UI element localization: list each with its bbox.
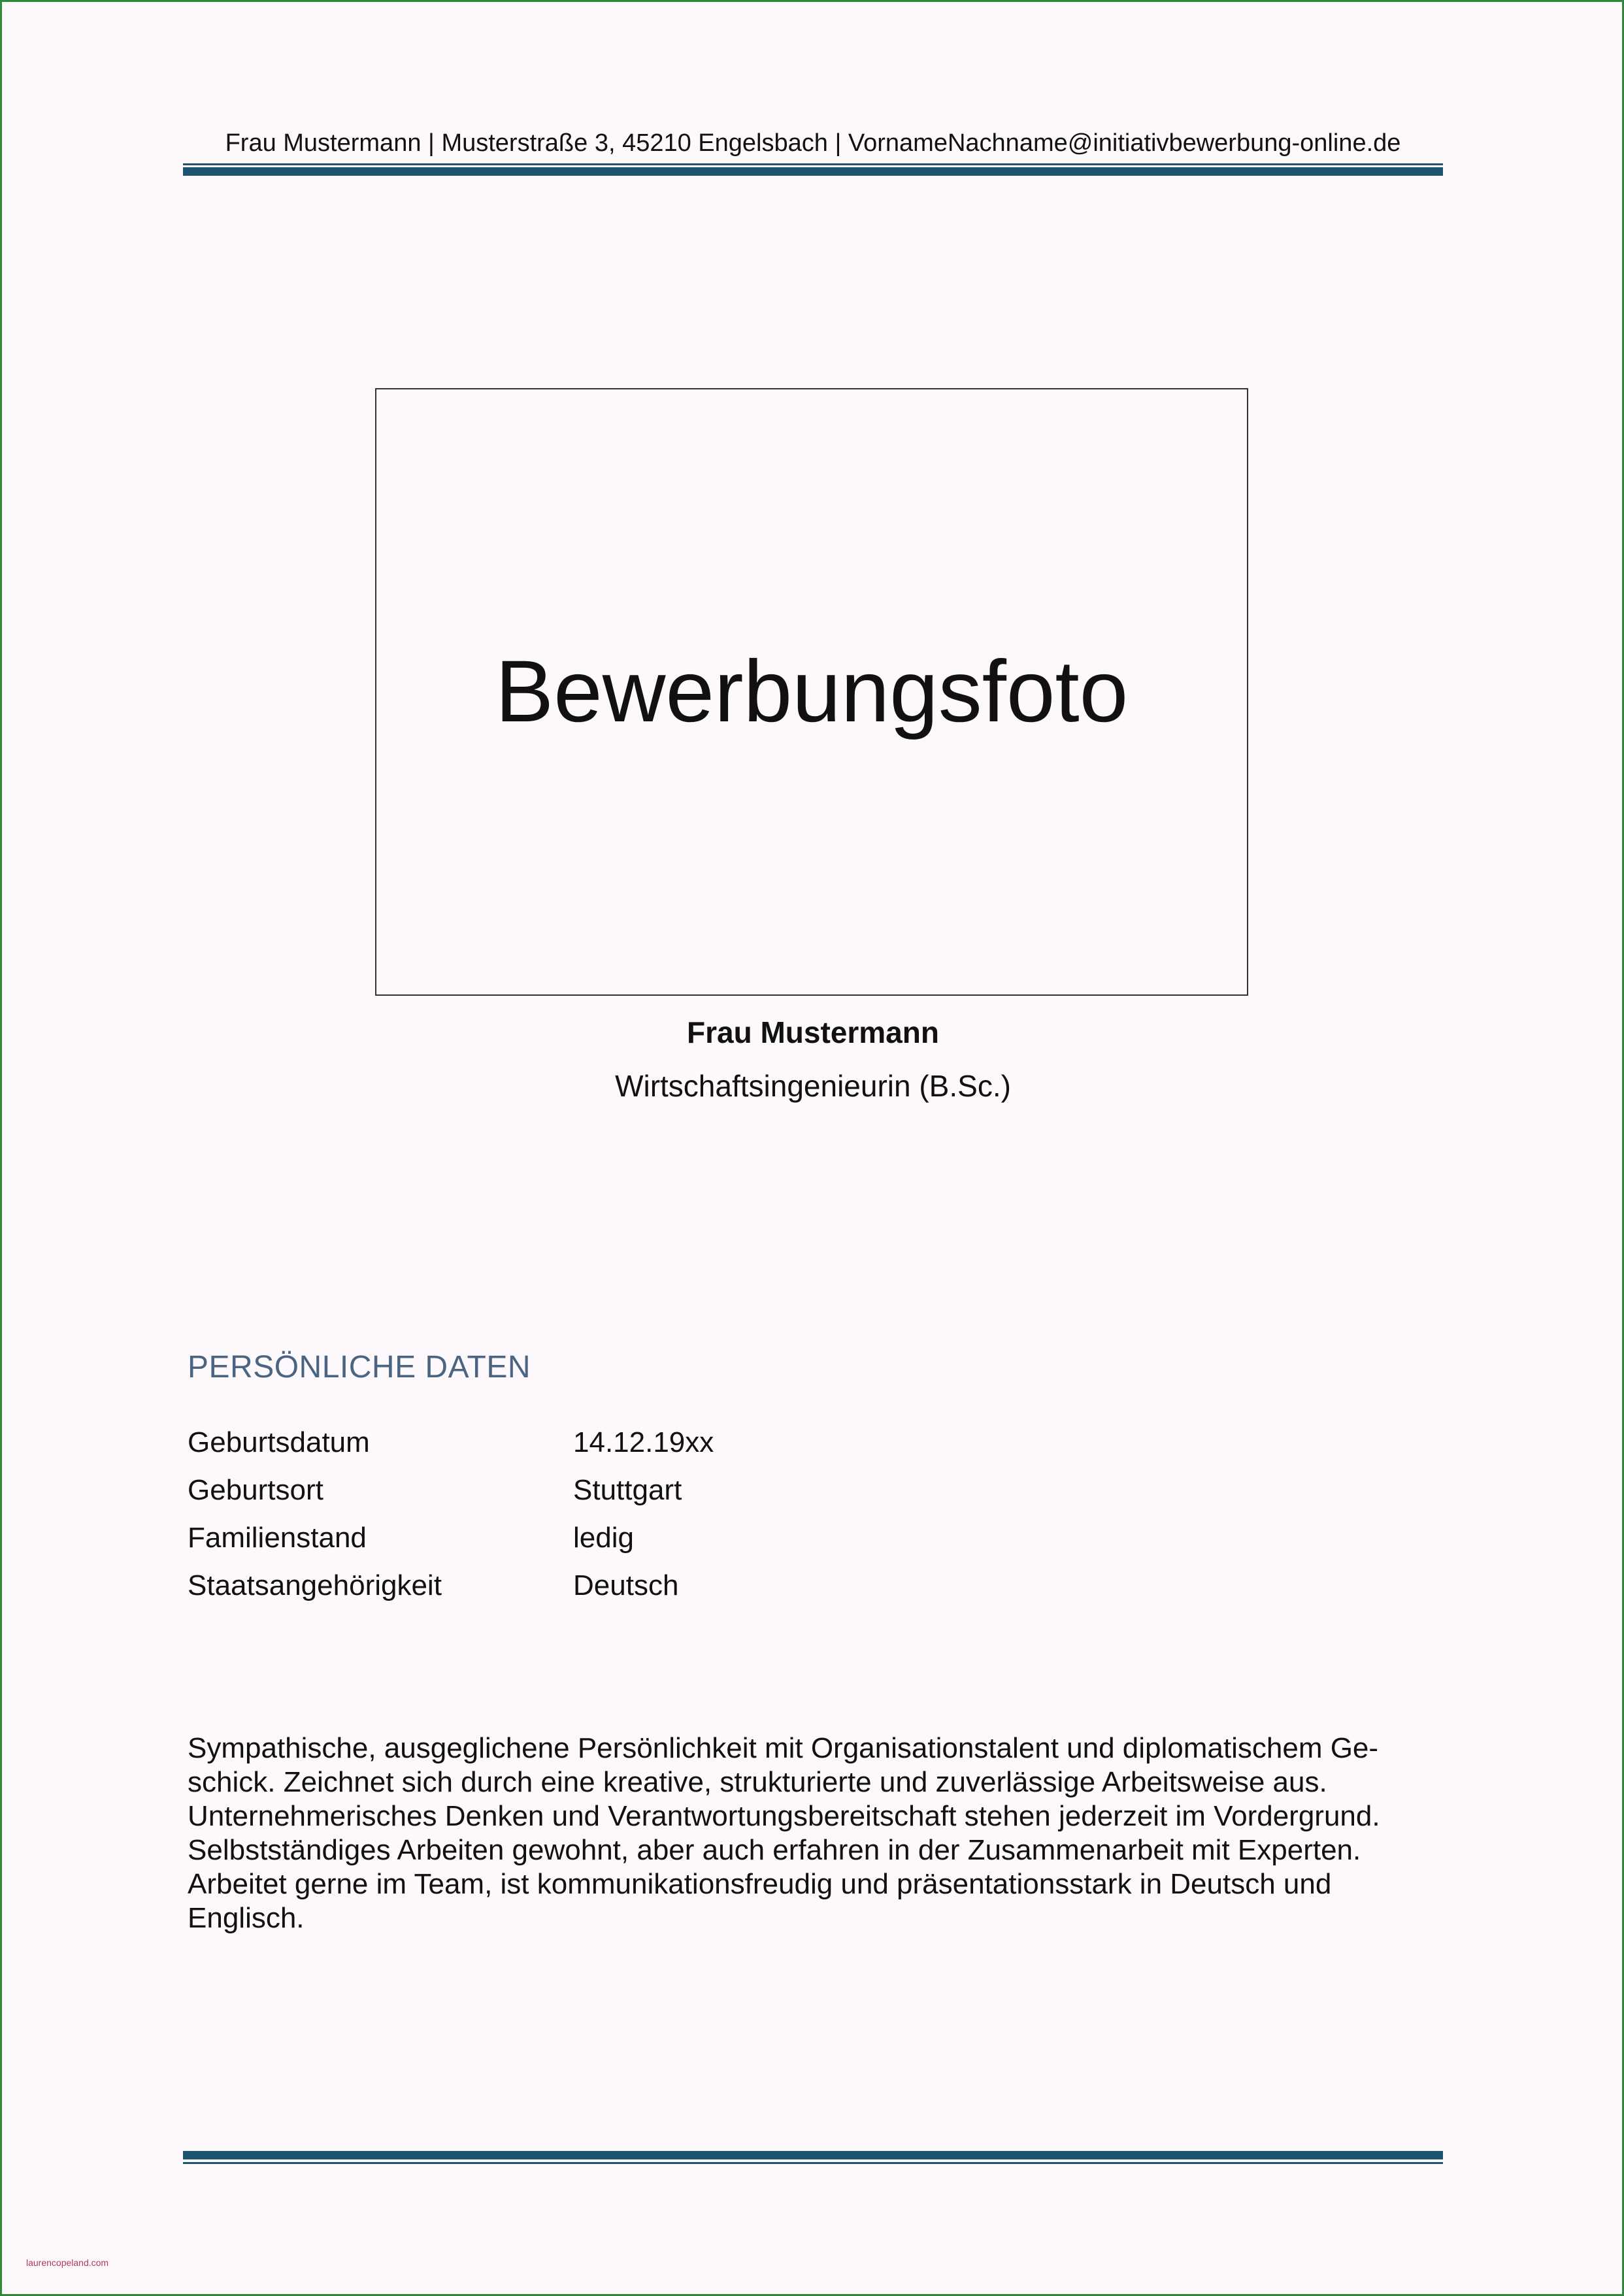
footer-rule-thick [183, 2151, 1443, 2159]
data-value: ledig [573, 1522, 634, 1554]
header-contact-line: Frau Mustermann | Musterstraße 3, 45210 Engelsbach | VornameNachname@initiativbewerbung-online.de [225, 129, 1401, 157]
watermark: laurencopeland.com [26, 2257, 109, 2268]
summary-line: schick. Zeichnet sich durch eine kreative, strukturierte und zuverlässige Arbeitsweise aus. [188, 1766, 1327, 1798]
personal-data-table [188, 1424, 1168, 1615]
data-label: Familienstand [188, 1522, 367, 1554]
personal-data-row [188, 1424, 1168, 1472]
personal-data-heading: PERSÖNLICHE DATEN [188, 1350, 531, 1385]
summary-line: Unternehmerisches Denken und Verantwortungsbereitschaft stehen jederzeit im Vordergrund. [188, 1800, 1380, 1832]
data-value: Stuttgart [573, 1474, 682, 1506]
photo-placeholder [375, 388, 1248, 996]
summary-line: Selbstständiges Arbeiten gewohnt, aber auch erfahren in der Zusammenarbeit mit Experten. [188, 1834, 1361, 1866]
data-label: Geburtsdatum [188, 1426, 370, 1458]
personal-data-row [188, 1520, 1168, 1567]
applicant-name: Frau Mustermann [687, 1015, 939, 1049]
header-rule-thin [183, 163, 1443, 165]
summary-line: Arbeitet gerne im Team, ist kommunikationsfreudig und präsentationsstark in Deutsch und [188, 1868, 1332, 1900]
personal-data-row [188, 1472, 1168, 1520]
summary-line: Englisch. [188, 1902, 305, 1934]
applicant-title: Wirtschaftsingenieurin (B.Sc.) [615, 1069, 1011, 1103]
header-rule-thick [183, 167, 1443, 176]
data-label: Geburtsort [188, 1474, 323, 1506]
photo-placeholder-label: Bewerbungsfoto [495, 643, 1129, 740]
footer-rule-thin [183, 2162, 1443, 2164]
data-value: Deutsch [573, 1569, 679, 1601]
data-value: 14.12.19xx [573, 1426, 714, 1458]
personal-data-row [188, 1567, 1168, 1615]
data-label: Staatsangehörigkeit [188, 1569, 442, 1601]
profile-summary [188, 1731, 1449, 1935]
summary-line: Sympathische, ausgeglichene Persönlichkeit mit Organisationstalent und diplomatischem Ge- [188, 1732, 1379, 1764]
